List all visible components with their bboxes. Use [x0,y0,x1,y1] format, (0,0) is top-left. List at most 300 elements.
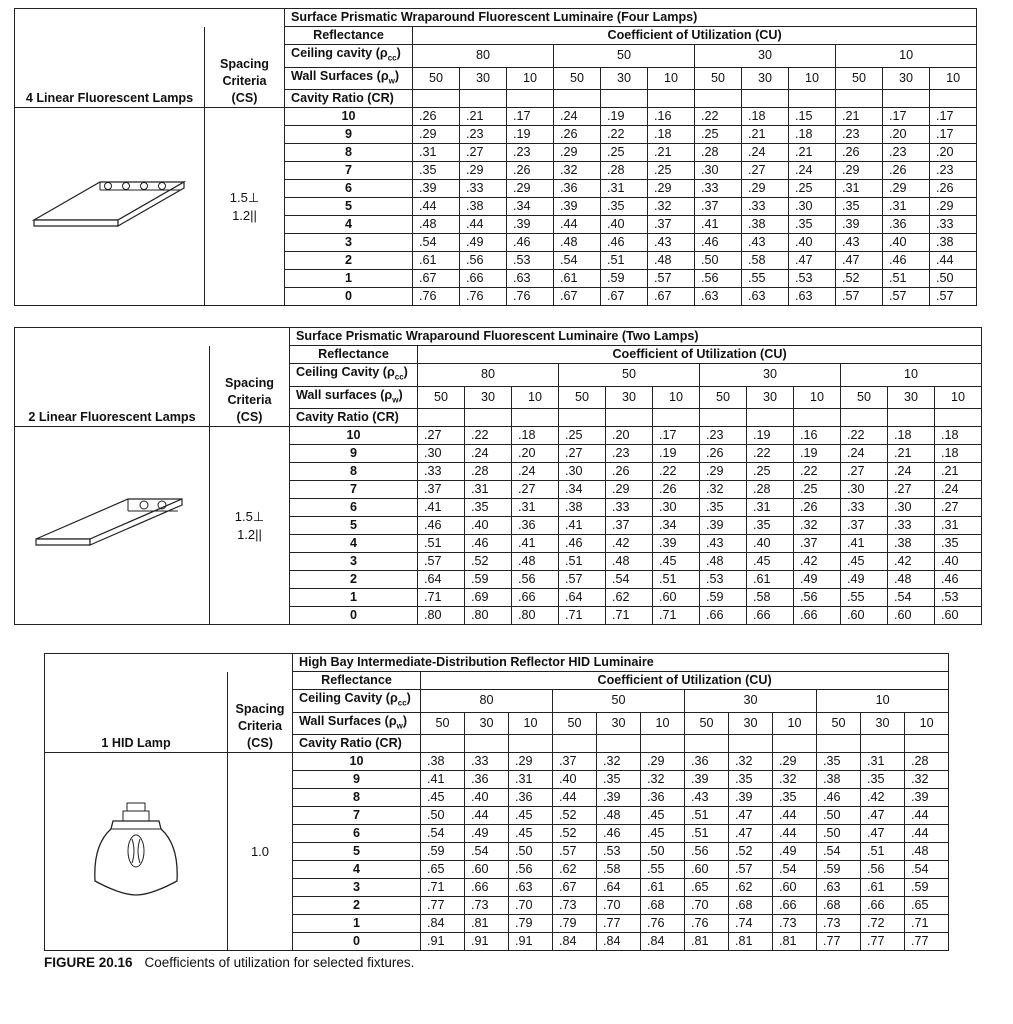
table-title: Surface Prismatic Wraparound Fluorescent Luminaire (Two Lamps) [290,328,982,346]
cu-value: .54 [888,589,935,607]
cu-value: .29 [507,180,554,198]
ceiling-reflectance-value: 30 [700,364,841,387]
cu-value: .76 [460,288,507,306]
cu-value: .32 [554,162,601,180]
cu-value: .36 [465,771,509,789]
cu-value: .19 [747,427,794,445]
cu-value: .67 [554,288,601,306]
cu-value: .59 [465,571,512,589]
cu-value: .26 [794,499,841,517]
cu-value: .71 [905,915,949,933]
cu-value: .36 [509,789,553,807]
cu-value: .25 [747,463,794,481]
cavity-ratio-value: 4 [290,535,418,553]
cavity-ratio-value: 7 [293,807,421,825]
cu-value: .18 [935,445,982,463]
cu-value: .49 [460,234,507,252]
cu-value: .38 [888,535,935,553]
cu-value: .37 [606,517,653,535]
cu-value: .57 [836,288,883,306]
cu-value: .29 [413,126,460,144]
cu-value: .58 [742,252,789,270]
cu-value: .62 [606,589,653,607]
cu-value: .49 [465,825,509,843]
ceiling-reflectance-value: 30 [685,690,817,713]
cu-value: .56 [794,589,841,607]
cu-value: .61 [747,571,794,589]
figure-caption-text: Coefficients of utilization for selected fixtures. [144,955,415,970]
cu-value: .26 [554,126,601,144]
cu-value: .29 [648,180,695,198]
cu-value: .19 [601,108,648,126]
cu-value: .91 [509,933,553,951]
cu-value: .38 [817,771,861,789]
cu-value: .61 [641,879,685,897]
cu-value: .63 [507,270,554,288]
cu-value: .56 [861,861,905,879]
cavity-ratio-value: 5 [290,517,418,535]
cu-value: .17 [507,108,554,126]
wall-reflectance-value: 30 [601,67,648,90]
cu-value: .32 [729,753,773,771]
wall-reflectance-value: 50 [817,712,861,735]
cu-value: .54 [421,825,465,843]
cu-header: Coefficient of Utilization (CU) [421,672,949,690]
cu-value: .43 [836,234,883,252]
cu-value: .36 [685,753,729,771]
cu-value: .68 [641,897,685,915]
table-row [45,753,949,771]
wall-reflectance-value: 50 [553,712,597,735]
table-title-row [15,9,977,27]
cu-value: .32 [773,771,817,789]
cavity-ratio-value: 1 [285,270,413,288]
wall-reflectance-value: 50 [418,386,465,409]
cu-value: .27 [418,427,465,445]
cu-value: .20 [930,144,977,162]
cu-value: .44 [930,252,977,270]
cu-value: .74 [729,915,773,933]
cu-value: .37 [418,481,465,499]
wall-reflectance-value: 10 [641,712,685,735]
lamp-type-label: 4 Linear Fluorescent Lamps [15,27,205,108]
cavity-ratio-value: 3 [293,879,421,897]
cu-value: .24 [841,445,888,463]
cu-value: .66 [861,897,905,915]
cu-value: .34 [653,517,700,535]
cu-value: .55 [641,861,685,879]
cu-value: .39 [507,216,554,234]
cu-value: .32 [597,753,641,771]
cavity-ratio-value: 3 [285,234,413,252]
cavity-ratio-label: Cavity Ratio (CR) [285,90,413,108]
cu-value: .48 [606,553,653,571]
cu-value: .49 [794,571,841,589]
cu-value: .77 [597,915,641,933]
cu-table-two-lamps [14,327,982,625]
cu-value: .21 [460,108,507,126]
cu-value: .43 [742,234,789,252]
cu-value: .45 [509,825,553,843]
cu-value: .22 [794,463,841,481]
cu-value: .76 [641,915,685,933]
cu-value: .29 [773,753,817,771]
cu-value: .53 [700,571,747,589]
cu-value: .44 [773,807,817,825]
cu-value: .46 [597,825,641,843]
cu-value: .43 [685,789,729,807]
reflectance-label: Reflectance [290,346,418,364]
reflectance-row [15,346,982,364]
cu-value: .52 [836,270,883,288]
cu-value: .33 [460,180,507,198]
cu-value: .36 [554,180,601,198]
cu-value: .50 [817,825,861,843]
wall-reflectance-value: 30 [888,386,935,409]
cavity-ratio-value: 8 [285,144,413,162]
table-row [15,427,982,445]
spacing-label: Spacing [220,57,269,72]
cu-value: .31 [512,499,559,517]
cavity-ratio-value: 6 [285,180,413,198]
wall-surfaces-label: Wall surfaces $(\rho_w)$ [290,386,418,409]
cu-value: .46 [418,517,465,535]
cavity-ratio-value: 7 [290,481,418,499]
cu-value: .42 [794,553,841,571]
cu-value: .27 [559,445,606,463]
cu-value: .33 [888,517,935,535]
cu-value: .50 [641,843,685,861]
cu-value: .22 [747,445,794,463]
cu-value: .48 [700,553,747,571]
cu-value: .24 [742,144,789,162]
cavity-ratio-value: 0 [285,288,413,306]
ceiling-cavity-label: Ceiling cavity $(\rho_{cc})$ [285,45,413,68]
cu-value: .23 [836,126,883,144]
cavity-ratio-value: 5 [293,843,421,861]
wall-reflectance-value: 30 [460,67,507,90]
cu-value: .39 [729,789,773,807]
cu-value: .81 [729,933,773,951]
cu-value: .23 [883,144,930,162]
cu-value: .19 [507,126,554,144]
cu-value: .52 [729,843,773,861]
cu-value: .51 [685,825,729,843]
cu-value: .37 [794,535,841,553]
cu-value: .29 [930,198,977,216]
cu-value: .44 [413,198,460,216]
fixture-illustration [15,427,210,625]
cu-value: .29 [883,180,930,198]
cu-value: .48 [905,843,949,861]
cavity-ratio-value: 5 [285,198,413,216]
cu-value: .57 [648,270,695,288]
cu-value: .40 [465,517,512,535]
cu-value: .56 [695,270,742,288]
cu-value: .60 [653,589,700,607]
cu-value: .66 [794,607,841,625]
cavity-ratio-value: 10 [290,427,418,445]
cu-value: .46 [465,535,512,553]
cu-table-hid-lamp [44,653,949,951]
cu-value: .26 [836,144,883,162]
cu-value: .50 [509,843,553,861]
ceiling-reflectance-value: 10 [817,690,949,713]
cu-value: .35 [700,499,747,517]
cs-label: (CS) [247,736,273,751]
cu-value: .35 [601,198,648,216]
cu-value: .45 [421,789,465,807]
cu-value: .28 [747,481,794,499]
cu-value: .84 [597,933,641,951]
cu-value: .18 [648,126,695,144]
cu-value: .33 [930,216,977,234]
cu-value: .54 [465,843,509,861]
cu-value: .28 [905,753,949,771]
cavity-ratio-value: 6 [293,825,421,843]
cu-value: .45 [653,553,700,571]
cu-value: .29 [554,144,601,162]
cu-value: .39 [413,180,460,198]
wall-reflectance-value: 50 [841,386,888,409]
cu-value: .52 [553,807,597,825]
cu-value: .42 [888,553,935,571]
cu-value: .29 [836,162,883,180]
cu-value: .40 [789,234,836,252]
cu-value: .18 [789,126,836,144]
cu-value: .33 [841,499,888,517]
cu-value: .40 [553,771,597,789]
cu-value: .31 [836,180,883,198]
cu-value: .63 [817,879,861,897]
cu-value: .57 [729,861,773,879]
cu-value: .79 [553,915,597,933]
cu-table-four-lamps [14,8,977,306]
cu-value: .51 [418,535,465,553]
cu-value: .48 [512,553,559,571]
wall-reflectance-value: 50 [695,67,742,90]
cu-value: .84 [641,933,685,951]
cu-value: .51 [559,553,606,571]
cu-value: .47 [789,252,836,270]
criteria-label: Criteria [222,74,267,89]
cu-value: .66 [747,607,794,625]
cu-value: .57 [930,288,977,306]
cu-value: .63 [742,288,789,306]
wall-reflectance-value: 10 [905,712,949,735]
table-row [15,108,977,126]
wall-reflectance-value: 30 [465,386,512,409]
wall-reflectance-value: 50 [554,67,601,90]
wall-reflectance-value: 50 [700,386,747,409]
cu-value: .17 [930,126,977,144]
cu-value: .40 [883,234,930,252]
wall-surfaces-label: Wall Surfaces $(\rho_w)$ [285,67,413,90]
cu-value: .81 [685,933,729,951]
cu-value: .48 [597,807,641,825]
cu-value: .51 [883,270,930,288]
two-lamp-fixture-icon [32,493,192,553]
cavity-ratio-value: 2 [293,897,421,915]
ceiling-reflectance-value: 10 [841,364,982,387]
cu-value: .24 [554,108,601,126]
cu-value: .23 [507,144,554,162]
cu-value: .20 [606,427,653,445]
reflectance-label: Reflectance [293,672,421,690]
cu-value: .64 [418,571,465,589]
wall-reflectance-value: 10 [773,712,817,735]
wall-reflectance-value: 50 [836,67,883,90]
cu-value: .48 [888,571,935,589]
cu-value: .29 [509,753,553,771]
wall-reflectance-value: 10 [512,386,559,409]
cu-value: .73 [465,897,509,915]
cu-value: .33 [418,463,465,481]
cu-value: .66 [465,879,509,897]
spacing-label: Spacing [225,376,274,391]
cu-value: .24 [512,463,559,481]
cavity-ratio-value: 2 [285,252,413,270]
cu-value: .30 [559,463,606,481]
ceiling-reflectance-value: 50 [559,364,700,387]
cu-value: .44 [905,825,949,843]
ceiling-reflectance-value: 30 [695,45,836,68]
cavity-ratio-value: 9 [293,771,421,789]
reflectance-row [15,27,977,45]
cavity-ratio-value: 2 [290,571,418,589]
cavity-ratio-label: Cavity Ratio (CR) [293,735,421,753]
cu-value: .60 [935,607,982,625]
cu-value: .51 [861,843,905,861]
cu-value: .60 [773,879,817,897]
cu-value: .53 [507,252,554,270]
cu-value: .69 [465,589,512,607]
cu-value: .63 [789,288,836,306]
cavity-ratio-value: 7 [285,162,413,180]
cu-value: .67 [601,288,648,306]
cu-value: .32 [641,771,685,789]
cu-value: .64 [559,589,606,607]
cu-value: .26 [507,162,554,180]
cu-value: .26 [653,481,700,499]
cu-value: .65 [421,861,465,879]
cu-value: .73 [817,915,861,933]
cu-value: .26 [606,463,653,481]
cu-value: .40 [601,216,648,234]
spacing-label: Spacing [235,702,285,717]
cu-value: .59 [817,861,861,879]
cavity-ratio-value: 0 [293,933,421,951]
wall-reflectance-value: 30 [883,67,930,90]
four-lamp-fixture-icon [30,174,190,234]
cu-value: .57 [559,571,606,589]
cu-value: .27 [841,463,888,481]
cu-value: .29 [641,753,685,771]
cu-value: .18 [888,427,935,445]
cu-value: .42 [861,789,905,807]
wall-reflectance-value: 10 [507,67,554,90]
cu-value: .54 [554,252,601,270]
cu-value: .81 [773,933,817,951]
cu-value: .49 [773,843,817,861]
cu-value: .29 [742,180,789,198]
cu-value: .41 [841,535,888,553]
wall-reflectance-value: 10 [930,67,977,90]
cavity-ratio-value: 8 [293,789,421,807]
table-title-row [45,654,949,672]
cu-value: .32 [700,481,747,499]
cu-value: .25 [559,427,606,445]
cu-value: .35 [597,771,641,789]
cu-value: .33 [465,753,509,771]
cu-value: .38 [930,234,977,252]
cu-value: .41 [421,771,465,789]
cu-value: .43 [700,535,747,553]
cu-value: .17 [653,427,700,445]
cu-value: .17 [930,108,977,126]
cu-value: .40 [935,553,982,571]
figure-label: FIGURE 20.16 [44,955,133,970]
cu-value: .65 [685,879,729,897]
cu-value: .56 [460,252,507,270]
cu-value: .80 [465,607,512,625]
cu-value: .30 [789,198,836,216]
cu-value: .51 [685,807,729,825]
hid-high-bay-fixture-icon [91,799,181,899]
cu-value: .46 [695,234,742,252]
ceiling-cavity-label: Ceiling Cavity $(\rho_{cc})$ [293,690,421,713]
cu-header: Coefficient of Utilization (CU) [413,27,977,45]
figure-caption [44,955,414,970]
wall-reflectance-value: 10 [794,386,841,409]
cu-value: .91 [465,933,509,951]
wall-reflectance-value: 30 [597,712,641,735]
cu-value: .71 [606,607,653,625]
cu-value: .23 [700,427,747,445]
cu-value: .60 [888,607,935,625]
cu-value: .21 [888,445,935,463]
cu-value: .26 [883,162,930,180]
cu-value: .46 [935,571,982,589]
cavity-ratio-value: 9 [290,445,418,463]
cu-value: .33 [695,180,742,198]
cu-value: .37 [648,216,695,234]
fixture-illustration [45,753,228,951]
cu-value: .66 [700,607,747,625]
cu-value: .41 [418,499,465,517]
cu-value: .54 [817,843,861,861]
cu-value: .40 [465,789,509,807]
cu-value: .57 [883,288,930,306]
wall-surfaces-label: Wall Surfaces $(\rho_w)$ [293,712,421,735]
cu-value: .35 [413,162,460,180]
cu-value: .64 [597,879,641,897]
cavity-ratio-value: 4 [285,216,413,234]
cu-value: .31 [465,481,512,499]
cu-value: .31 [509,771,553,789]
wall-reflectance-value: 10 [648,67,695,90]
cu-value: .68 [729,897,773,915]
cu-value: .66 [460,270,507,288]
cu-value: .50 [421,807,465,825]
cu-value: .48 [413,216,460,234]
cu-value: .19 [653,445,700,463]
cu-value: .25 [601,144,648,162]
cu-value: .84 [553,933,597,951]
cu-value: .27 [935,499,982,517]
cu-value: .18 [935,427,982,445]
cu-value: .34 [559,481,606,499]
